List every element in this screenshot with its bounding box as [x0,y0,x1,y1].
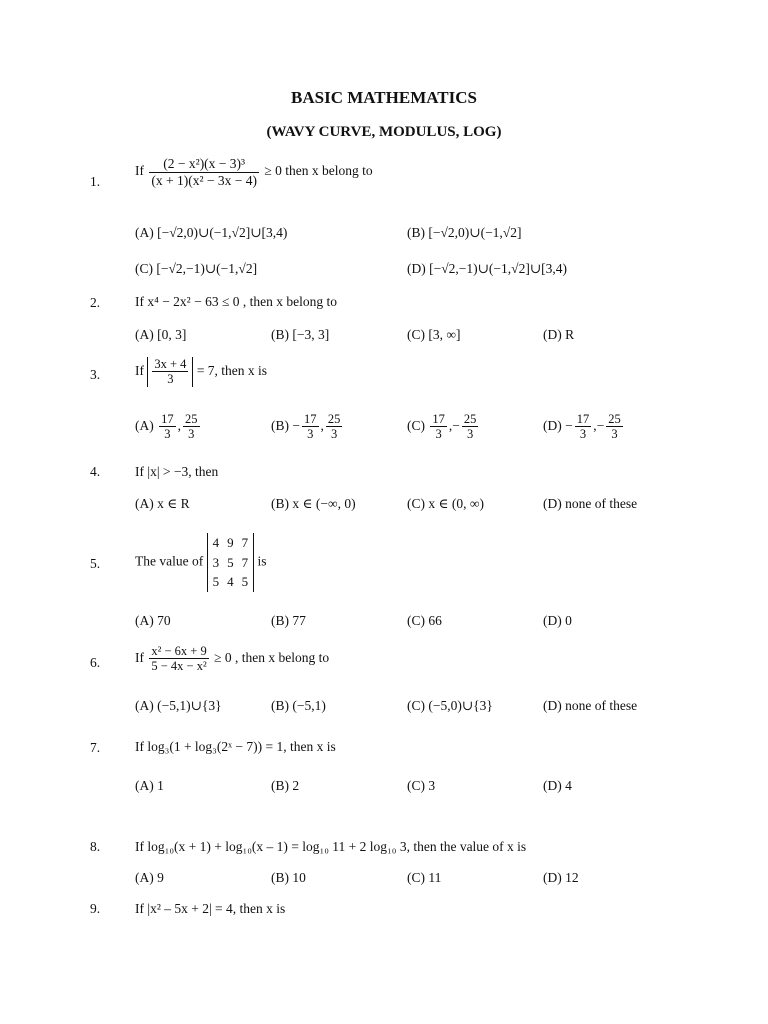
option-d[interactable]: (D) R [543,327,575,342]
denominator: 3 [611,427,618,442]
matrix-cell: 4 [212,535,220,550]
numerator: 25 [608,412,621,426]
option-b[interactable]: (B) 10 [271,870,306,885]
option-a[interactable] [135,412,202,442]
question-number: 5. [90,556,101,571]
question-stem [135,533,266,592]
fraction [159,412,176,442]
stem-suffix: ≥ 0 , then x belong to [214,649,330,665]
stem-prefix: If [135,163,144,179]
separator: , [448,417,453,433]
option-d[interactable]: (D) none of these [543,698,638,713]
question-stem [135,357,267,387]
denominator: 3 [164,427,171,442]
numerator: 25 [327,412,341,426]
option-b[interactable]: (B) x ∈ (−∞, 0) [271,496,356,511]
matrix-cell: 7 [241,554,249,570]
stem-prefix: If [135,362,144,378]
determinant [207,533,255,592]
matrix-row [209,572,253,592]
question-stem: If log₃(1 + log₃(2ˣ − 7)) = 1, then x is [135,739,336,754]
fraction [326,412,343,442]
matrix-cell: 5 [212,574,220,590]
denominator: (x + 1)(x² − 3x − 4) [151,172,257,188]
option-a[interactable]: (A) 9 [135,870,164,885]
option-b[interactable]: (B) [−√2,0)∪(−1,√2] [407,225,522,240]
fraction [149,156,259,188]
option-d[interactable]: (D) 12 [543,870,579,885]
denominator: 3 [331,427,338,442]
fraction [430,412,447,442]
option-c[interactable]: (C) 11 [407,870,442,885]
stem-prefix: The value of [135,553,204,569]
sign: − [596,417,605,433]
question-stem: If |x² – 5x + 2| = 4, then x is [135,901,286,916]
question-number: 3. [90,367,101,382]
question-stem: If log₁₀(x + 1) + log₁₀(x – 1) = log₁₀ 11 + 2 log₁₀ 3, then the value of x is [135,839,527,854]
denominator: 3 [435,427,442,442]
separator: , [320,417,324,433]
option-d[interactable] [543,412,625,442]
option-d[interactable]: (D) 4 [543,778,572,793]
fraction [152,357,188,387]
question-stem [135,644,329,674]
option-label: (C) [407,417,425,433]
fraction [462,412,479,442]
question-number: 9. [90,901,101,916]
matrix-cell: 5 [227,554,234,570]
denominator: 3 [307,427,314,442]
option-c[interactable]: (C) 3 [407,778,436,793]
question-number: 7. [90,740,101,755]
page-title: BASIC MATHEMATICS [291,88,477,107]
option-a[interactable]: (A) [−√2,0)∪(−1,√2]∪[3,4) [135,225,288,240]
matrix-cell: 4 [227,574,234,590]
option-c[interactable]: (C) x ∈ (0, ∞) [407,496,484,511]
option-c[interactable]: (C) [3, ∞] [407,327,461,342]
numerator: 25 [463,412,477,426]
denominator: 3 [579,427,587,442]
numerator: 17 [304,412,317,426]
option-c[interactable]: (C) [−√2,−1)∪(−1,√2] [135,261,258,276]
option-d[interactable]: (D) [−√2,−1)∪(−1,√2]∪[3,4) [407,261,567,276]
option-c[interactable]: (C) 66 [407,613,442,628]
denominator: 3 [188,427,195,442]
option-c[interactable] [407,412,480,442]
denominator: 5 − 4x − x² [151,659,207,674]
matrix-cell: 9 [227,535,234,550]
option-a[interactable]: (A) 70 [135,613,171,628]
matrix [209,533,253,592]
separator: , [593,417,597,433]
option-label: (A) [135,417,154,433]
matrix-cell: 5 [241,574,249,590]
numerator: 25 [185,412,198,426]
question-number: 2. [90,295,101,310]
question-number: 4. [90,464,101,479]
sign: − [292,417,300,433]
option-a[interactable]: (A) [0, 3] [135,327,187,342]
denominator: 3 [467,427,474,442]
option-b[interactable]: (B) 77 [271,613,306,628]
option-label: (D) [543,417,562,433]
option-c[interactable]: (C) (−5,0)∪{3} [407,698,493,713]
option-b[interactable]: (B) 2 [271,778,300,793]
option-d[interactable]: (D) none of these [543,496,638,511]
denominator: 3 [167,372,174,387]
stem-suffix: = 7, then x is [196,362,268,378]
sign: − [565,417,573,433]
matrix-row [209,533,253,553]
sign: − [452,417,460,433]
option-label: (B) [271,417,289,433]
option-d[interactable]: (D) 0 [543,613,572,628]
question-number: 8. [90,839,101,854]
question-stem: If x⁴ − 2x² − 63 ≤ 0 , then x belong to [135,294,337,309]
matrix-cell: 3 [212,554,220,570]
question-stem: If |x| > −3, then [135,464,219,479]
question-stem [135,156,373,188]
page-subtitle: (WAVY CURVE, MODULUS, LOG) [266,124,502,140]
option-b[interactable]: (B) (−5,1) [271,698,326,713]
fraction [575,412,592,442]
option-b[interactable]: (B) [−3, 3] [271,327,330,342]
fraction [302,412,319,442]
separator: , [177,417,181,433]
numerator: 17 [161,412,174,426]
option-a[interactable]: (A) x ∈ R [135,496,190,511]
option-b[interactable] [271,412,344,442]
fraction [149,644,208,674]
matrix-cell: 7 [241,535,249,550]
numerator: 3x + 4 [154,357,187,371]
fraction [183,412,200,442]
numerator: x² − 6x + 9 [151,644,207,658]
option-a[interactable]: (A) (−5,1)∪{3} [135,698,222,713]
numerator: 17 [576,412,590,426]
absolute-value [147,357,193,387]
option-a[interactable]: (A) 1 [135,778,164,793]
stem-suffix: is [257,553,267,569]
stem-suffix: ≥ 0 then x belong to [264,163,373,179]
numerator: 17 [432,412,445,426]
fraction [606,412,623,442]
stem-prefix: If [135,649,144,665]
matrix-row [209,553,253,573]
question-number: 6. [90,655,101,670]
question-number: 1. [90,174,101,189]
numerator: (2 − x²)(x − 3)³ [149,156,259,173]
